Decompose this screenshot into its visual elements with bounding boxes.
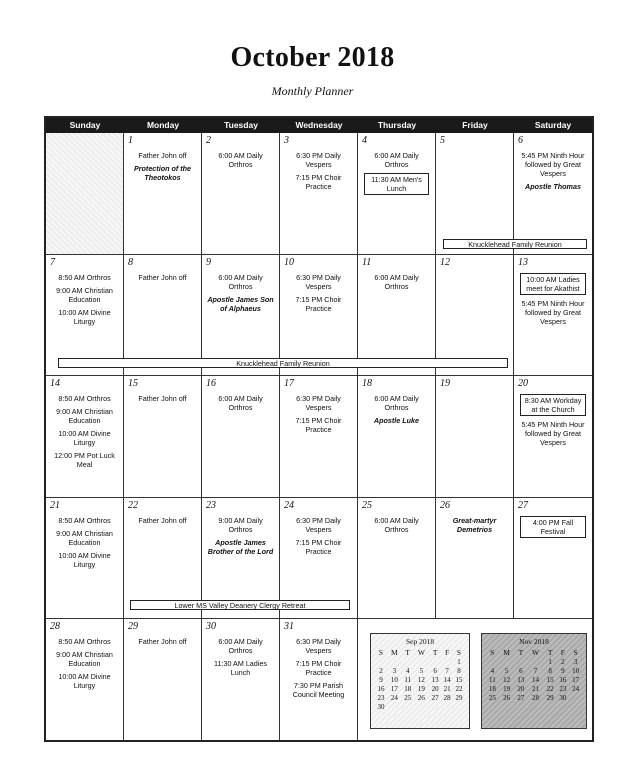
event-band: Knucklehead Family Reunion — [58, 358, 508, 368]
mini-calendar-table — [486, 647, 582, 703]
mini-day: 21 — [532, 685, 539, 693]
mini-day: 23 — [377, 694, 385, 702]
day-number: 23 — [206, 500, 216, 511]
mini-day — [375, 658, 387, 667]
mini-day: 26 — [503, 694, 511, 702]
day-number: 9 — [206, 257, 211, 268]
mini-day: 4 — [490, 667, 495, 675]
mini-day: 28 — [443, 694, 451, 702]
mini-day — [453, 703, 465, 712]
event-item: Father John off — [138, 273, 187, 282]
mini-day — [486, 658, 499, 667]
mini-day: 6 — [433, 667, 437, 675]
day-cell[interactable] — [202, 376, 280, 498]
event-item: Father John off — [138, 637, 187, 646]
mini-day: 18 — [488, 685, 496, 693]
mini-day: 12 — [503, 676, 511, 684]
day-number: 24 — [284, 500, 294, 511]
mini-day: 19 — [503, 685, 511, 693]
weekday-sunday: Sunday — [69, 120, 101, 130]
feast-label: Apostle Luke — [373, 416, 420, 425]
mini-day: 9 — [379, 676, 383, 684]
event-item: 8:50 AM Orthros — [58, 273, 111, 282]
weekday-thursday: Thursday — [377, 120, 417, 130]
day-number: 21 — [50, 500, 60, 511]
weekday-header — [46, 118, 592, 133]
mini-day: 2 — [379, 667, 383, 675]
event-item: 9:00 AM Christian Education — [56, 650, 113, 668]
mini-weekday: M — [503, 648, 510, 657]
mini-day — [499, 658, 515, 667]
mini-day: 11 — [404, 676, 412, 684]
event-item: 7:15 PM Choir Practice — [295, 173, 342, 191]
mini-day: 23 — [559, 685, 567, 693]
event-item: 6:30 PM Daily Vespers — [296, 516, 341, 534]
mini-day — [441, 703, 453, 712]
mini-day: 17 — [390, 685, 398, 693]
event-item: 7:15 PM Choir Practice — [295, 659, 342, 677]
feast-label: Protection of the Theotokos — [133, 164, 192, 182]
mini-day: 24 — [572, 685, 580, 693]
mini-weekday: M — [390, 648, 398, 657]
event-item: 9:00 AM Daily Orthros — [218, 516, 263, 534]
event-item: 7:15 PM Choir Practice — [295, 538, 342, 556]
day-number: 5 — [440, 135, 445, 146]
mini-weekday: F — [444, 648, 450, 657]
weekday-tuesday: Tuesday — [224, 120, 258, 130]
day-number: 13 — [518, 257, 528, 268]
event-item: 10:00 AM Divine Liturgy — [58, 429, 111, 447]
day-number: 1 — [128, 135, 133, 146]
mini-day: 22 — [455, 685, 463, 693]
event-item: 6:00 AM Daily Orthros — [218, 394, 263, 412]
mini-day: 3 — [392, 667, 397, 675]
mini-day: 2 — [561, 658, 565, 666]
event-item: 5:45 PM Ninth Hour followed by Great Vespers — [521, 299, 585, 326]
mini-day — [441, 658, 453, 667]
mini-day: 30 — [377, 703, 385, 711]
event-item: 9:00 AM Christian Education — [56, 407, 113, 425]
day-number: 26 — [440, 500, 450, 511]
day-number: 25 — [362, 500, 372, 511]
mini-calendar-sep — [370, 633, 470, 729]
mini-day — [387, 658, 402, 667]
day-cell[interactable] — [202, 619, 280, 740]
day-cell[interactable] — [514, 133, 592, 255]
mini-weekday: T — [405, 648, 410, 657]
day-number: 2 — [206, 135, 211, 146]
mini-day: 20 — [517, 685, 525, 693]
feast-label: Great-martyr Demetrios — [452, 516, 497, 534]
day-number: 6 — [518, 135, 523, 146]
mini-day: 27 — [517, 694, 525, 702]
feast-label: Apostle Thomas — [525, 182, 581, 191]
mini-weekday: F — [560, 648, 565, 657]
mini-day: 15 — [455, 676, 463, 684]
day-cell[interactable] — [202, 133, 280, 255]
mini-day: 8 — [457, 667, 461, 675]
feast-label: Apostle James Brother of the Lord — [207, 538, 274, 556]
event-item: 11:30 AM Men's Lunch — [364, 173, 429, 195]
mini-weekday: S — [490, 648, 495, 657]
mini-day: 27 — [431, 694, 439, 702]
mini-calendar-title: Sep 2018 — [405, 637, 435, 646]
mini-day: 25 — [488, 694, 496, 702]
mini-day: 10 — [572, 667, 580, 675]
event-band: Knucklehead Family Reunion — [443, 239, 587, 249]
event-item: 7:15 PM Choir Practice — [295, 416, 342, 434]
event-item: Father John off — [138, 151, 187, 160]
event-item: 6:00 AM Daily Orthros — [218, 273, 263, 291]
day-cell[interactable] — [124, 619, 202, 740]
event-item: 6:00 AM Daily Orthros — [374, 151, 419, 169]
mini-day: 5 — [504, 667, 509, 675]
mini-day: 4 — [405, 667, 410, 675]
day-cell[interactable] — [124, 376, 202, 498]
mini-calendar-table — [375, 647, 465, 712]
day-number: 27 — [518, 500, 528, 511]
mini-day: 15 — [546, 676, 554, 684]
mini-day: 10 — [390, 676, 398, 684]
day-number: 18 — [362, 378, 372, 389]
event-item: 5:45 PM Ninth Hour followed by Great Vespers — [521, 420, 585, 447]
day-cell[interactable] — [46, 376, 124, 498]
mini-day: 17 — [572, 676, 580, 684]
mini-day: 18 — [404, 685, 412, 693]
day-cell[interactable] — [46, 498, 124, 619]
event-item: 8:50 AM Orthros — [58, 394, 111, 403]
mini-day: 28 — [532, 694, 539, 702]
day-number: 14 — [50, 378, 60, 389]
day-cell[interactable] — [46, 619, 124, 740]
mini-weekday: T — [518, 648, 524, 657]
event-item: 8:50 AM Orthros — [58, 637, 111, 646]
day-cell[interactable] — [436, 376, 514, 498]
mini-day: 24 — [390, 694, 398, 702]
mini-day: 16 — [377, 685, 385, 693]
mini-day: 25 — [404, 694, 412, 702]
mini-weekday: S — [456, 648, 462, 657]
weekday-wednesday: Wednesday — [295, 120, 343, 130]
event-item: 7:15 PM Choir Practice — [295, 295, 342, 313]
mini-day: 6 — [519, 667, 523, 675]
day-number: 8 — [128, 257, 133, 268]
page-subtitle: Monthly Planner — [271, 84, 354, 98]
day-number: 10 — [284, 257, 294, 268]
day-number — [50, 135, 119, 147]
day-cell[interactable] — [436, 498, 514, 619]
day-cell[interactable] — [280, 133, 358, 255]
mini-day: 22 — [546, 685, 554, 693]
day-number: 4 — [362, 135, 367, 146]
day-number: 19 — [440, 378, 450, 389]
day-cell[interactable] — [124, 133, 202, 255]
mini-day: 29 — [455, 694, 463, 702]
event-item: 10:00 AM Divine Liturgy — [58, 672, 111, 690]
day-cell[interactable] — [436, 133, 514, 255]
event-item: 6:30 PM Daily Vespers — [296, 151, 341, 169]
mini-weekday: W — [531, 648, 540, 657]
event-item: 9:00 AM Christian Education — [56, 529, 113, 547]
event-item: 4:00 PM Fall Festival — [520, 516, 586, 538]
day-cell[interactable] — [280, 619, 358, 740]
event-item: 6:00 AM Daily Orthros — [374, 394, 419, 412]
mini-day: 14 — [443, 676, 451, 684]
mini-day: 19 — [417, 685, 425, 693]
mini-day: 12 — [417, 676, 425, 684]
mini-day — [414, 658, 430, 667]
event-item: 6:30 PM Daily Vespers — [296, 637, 341, 655]
mini-day — [387, 703, 402, 712]
mini-day: 16 — [559, 676, 567, 684]
mini-day: 1 — [457, 658, 461, 666]
day-number: 28 — [50, 621, 60, 632]
mini-day — [402, 658, 414, 667]
mini-day: 11 — [488, 676, 496, 684]
mini-day: 7 — [445, 667, 449, 675]
mini-day: 30 — [559, 694, 567, 702]
day-cell[interactable] — [514, 376, 592, 498]
mini-day: 8 — [548, 667, 552, 675]
day-number: 16 — [206, 378, 216, 389]
day-number: 7 — [50, 257, 55, 268]
event-band: Lower MS Valley Deanery Clergy Retreat — [130, 600, 350, 610]
mini-weekday: S — [378, 648, 384, 657]
mini-day: 13 — [431, 676, 439, 684]
event-item: 10:00 AM Ladies meet for Akathist — [520, 273, 586, 295]
day-number: 20 — [518, 378, 528, 389]
event-item: 8:50 AM Orthros — [58, 516, 111, 525]
day-number: 11 — [362, 257, 372, 268]
day-number: 17 — [284, 378, 294, 389]
mini-day: 13 — [517, 676, 525, 684]
event-item: 7:30 PM Parish Council Meeting — [292, 681, 345, 699]
event-item: 9:00 AM Christian Education — [56, 286, 113, 304]
day-cell[interactable] — [46, 133, 124, 255]
mini-weekday: S — [573, 648, 578, 657]
mini-day — [515, 658, 528, 667]
day-cell[interactable] — [358, 376, 436, 498]
event-item: Father John off — [138, 394, 187, 403]
weekday-monday: Monday — [146, 120, 180, 130]
mini-day: 3 — [573, 658, 578, 666]
event-item: 6:30 PM Daily Vespers — [296, 273, 341, 291]
day-cell[interactable] — [280, 376, 358, 498]
mini-day: 21 — [443, 685, 451, 693]
mini-day — [402, 703, 414, 712]
event-item: 6:00 AM Daily Orthros — [374, 273, 419, 291]
event-item: 11:30 AM Ladies Lunch — [213, 659, 267, 677]
mini-calendar-title: Nov 2018 — [519, 637, 549, 646]
mini-day — [429, 703, 441, 712]
mini-day: 9 — [561, 667, 565, 675]
day-number: 15 — [128, 378, 138, 389]
mini-day — [414, 703, 430, 712]
page-title: October 2018 — [230, 42, 395, 73]
feast-label: Apostle James Son of Alphaeus — [207, 295, 274, 313]
day-number: 3 — [284, 135, 289, 146]
mini-day: 29 — [546, 694, 554, 702]
day-number: 12 — [440, 257, 450, 268]
mini-calendar-nov — [481, 633, 587, 729]
mini-day: 26 — [417, 694, 425, 702]
mini-day — [569, 694, 582, 703]
day-number: 29 — [128, 621, 138, 632]
day-cell[interactable] — [358, 498, 436, 619]
day-number: 30 — [206, 621, 216, 632]
mini-day: 5 — [419, 667, 424, 675]
mini-weekday: T — [432, 648, 438, 657]
event-item: 6:00 AM Daily Orthros — [218, 637, 263, 655]
event-item: 8:30 AM Workday at the Church — [520, 394, 586, 416]
event-item: 12:00 PM Pot Luck Meal — [54, 451, 115, 469]
weekday-saturday: Saturday — [534, 120, 572, 130]
mini-weekday: T — [547, 648, 553, 657]
mini-weekday: W — [417, 648, 425, 657]
event-item: Father John off — [138, 516, 187, 525]
event-item: 10:00 AM Divine Liturgy — [58, 551, 111, 569]
mini-day — [527, 658, 544, 667]
event-item: 6:00 AM Daily Orthros — [374, 516, 419, 534]
day-number: 22 — [128, 500, 138, 511]
day-cell[interactable] — [514, 255, 592, 376]
weekday-friday: Friday — [462, 120, 488, 130]
event-item: 6:00 AM Daily Orthros — [218, 151, 263, 169]
mini-day: 14 — [532, 676, 539, 684]
day-cell[interactable] — [358, 133, 436, 255]
mini-day: 7 — [533, 667, 538, 675]
mini-day: 20 — [431, 685, 439, 693]
event-item: 5:45 PM Ninth Hour followed by Great Vespers — [521, 151, 585, 178]
mini-day: 1 — [548, 658, 552, 666]
event-item: 10:00 AM Divine Liturgy — [58, 308, 111, 326]
mini-day — [429, 658, 441, 667]
day-cell[interactable] — [514, 498, 592, 619]
event-item: 6:30 PM Daily Vespers — [296, 394, 341, 412]
day-number: 31 — [284, 621, 294, 632]
